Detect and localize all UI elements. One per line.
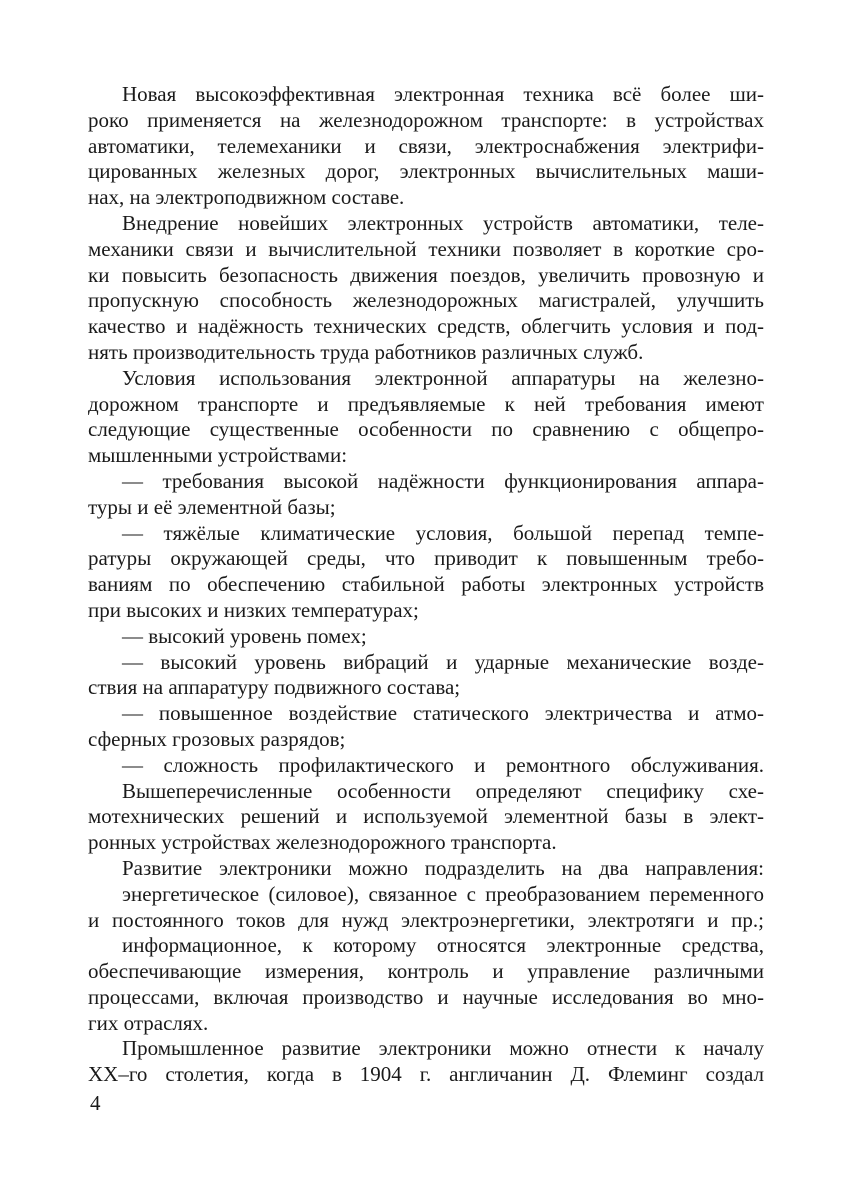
text-line: обеспечивающие измерения, контроль и управление различными [88,959,764,984]
text-line: — высокий уровень вибраций и ударные механические возде- [122,649,764,674]
text-line: цированных железных дорог, электронных вычислительных маши- [88,159,764,184]
body-text [88,82,764,1088]
text-line: информационное, к которому относятся электронные средства, [122,933,764,958]
text-line: — требования высокой надёжности функционирования аппара- [122,468,764,493]
text-line: Условия использования электронной аппаратуры на железно- [122,365,764,390]
text-line: автоматики, телемеханики и связи, электроснабжения электрифи- [88,133,764,158]
text-line: сферных грозовых разрядов; [88,726,346,751]
page-number: 4 [90,1091,101,1115]
text-line: нять производительность труда работников различных служб. [88,339,644,364]
text-line: энергетическое (силовое), связанное с преобразованием переменного [122,881,764,906]
text-line: роко применяется на железнодорожном транспорте: в устройствах [88,107,764,132]
text-line: ратуры окружающей среды, что приводит к повышенным требо- [88,546,764,571]
text-line: мышленными устройствами: [88,443,348,468]
text-line: — сложность профилактического и ремонтного обслуживания. [122,752,764,777]
text-line: Вышеперечисленные особенности определяют специфику схе- [122,778,764,803]
text-line: туры и её элементной базы; [88,494,336,519]
text-line: — тяжёлые климатические условия, большой перепад темпе- [122,520,764,545]
text-line: Внедрение новейших электронных устройств автоматики, теле- [122,210,764,235]
text-line: ствия на аппаратуру подвижного состава; [88,675,461,700]
text-line: при высоких и низких температурах; [88,597,419,622]
text-line: — высокий уровень помех; [122,623,367,648]
text-line: следующие существенные особенности по сравнению с общепро- [88,417,764,442]
text-line: XX–го столетия, когда в 1904 г. англичанин Д. Флеминг создал [88,1062,764,1087]
text-line: ваниям по обеспечению стабильной работы электронных устройств [88,572,764,597]
text-line: качество и надёжность технических средств, облегчить условия и под- [88,314,764,339]
text-line: Промышленное развитие электроники можно отнести к началу [122,1036,764,1061]
text-line: пропускную способность железнодорожных магистралей, улучшить [88,288,764,313]
text-line: Новая высокоэффективная электронная техника всё более ши- [122,82,764,106]
text-line: механики связи и вычислительной техники позволяет в короткие сро- [88,236,764,261]
text-line: нах, на электроподвижном составе. [88,185,405,210]
text-line: Развитие электроники можно подразделить на два направления: [122,855,764,880]
text-line: — повышенное воздействие статического электричества и атмо- [122,701,764,726]
text-line: процессами, включая производство и научные исследования во мно- [88,984,764,1009]
text-line: ки повысить безопасность движения поездов, увеличить провозную и [88,262,764,287]
text-line: мотехнических решений и используемой элементной базы в элект- [88,804,764,829]
text-line: гих отраслях. [88,1010,209,1035]
text-line: дорожном транспорте и предъявляемые к ней требования имеют [88,391,764,416]
text-line: ронных устройствах железнодорожного транспорта. [88,830,557,855]
text-line: и постоянного токов для нужд электроэнергетики, электротяги и пр.; [88,907,764,932]
